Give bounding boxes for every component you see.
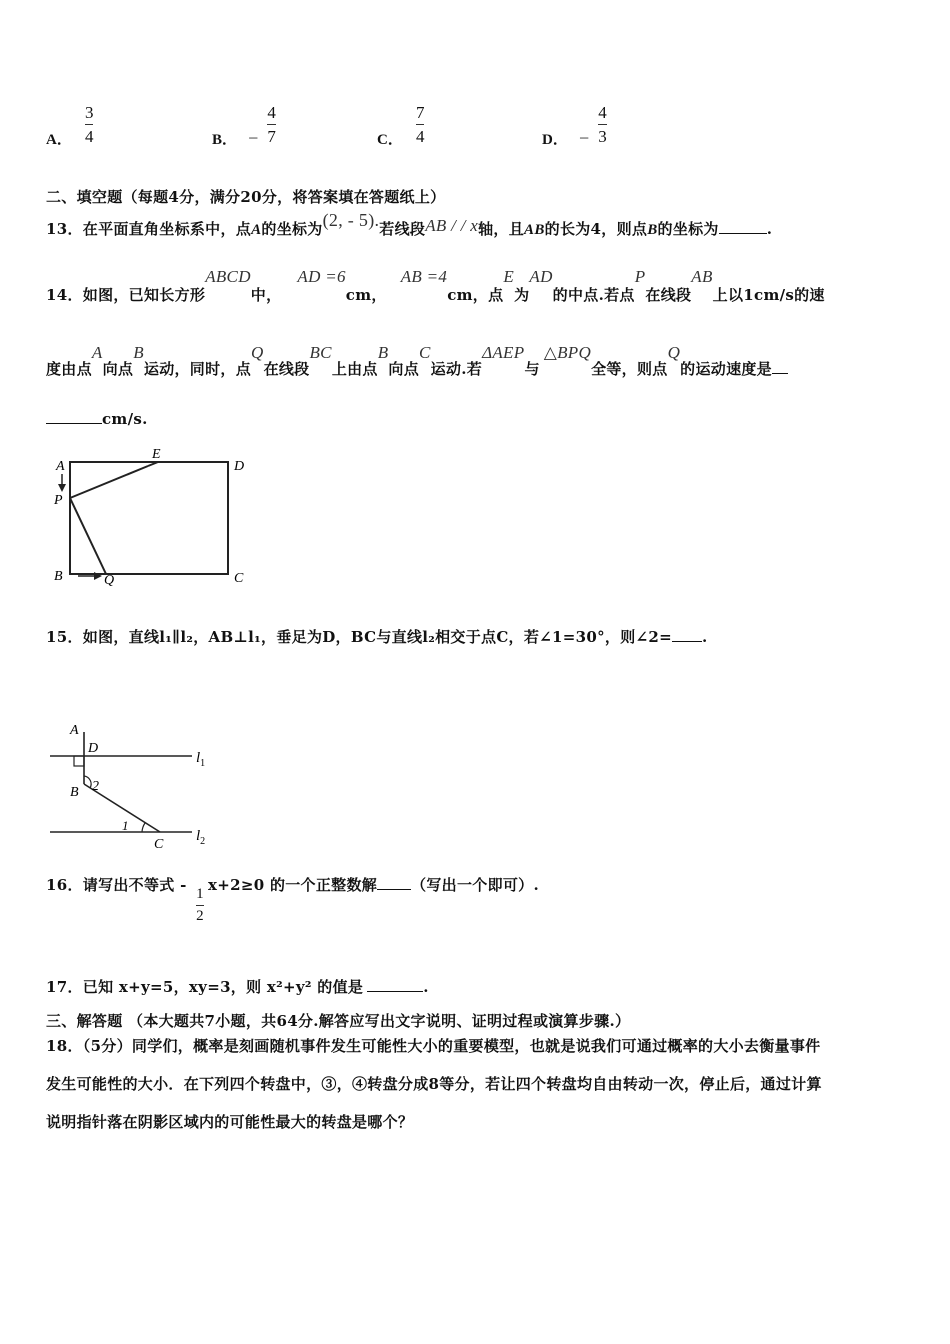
label-p: P bbox=[54, 493, 63, 508]
denominator: 4 bbox=[84, 127, 94, 146]
section-heading-answers: 三、解答题 （本大题共7小题，共64分.解答应写出文字说明、证明过程或演算步骤.） bbox=[46, 1012, 631, 1030]
numerator: 7 bbox=[415, 103, 425, 122]
minus-sign: − bbox=[578, 128, 590, 148]
label-d: D bbox=[234, 459, 245, 474]
label-b: B bbox=[54, 569, 63, 584]
question-14-line-2: 度由点A向点B运动，同时，点Q在线段BC上由点B向点C运动.若ΔAEP与△BPQ全等，则点Q的运动速度是 bbox=[46, 342, 788, 363]
denominator: 7 bbox=[267, 127, 276, 146]
option-letter: C． bbox=[377, 132, 403, 148]
label-b: B bbox=[70, 785, 79, 800]
answer-blank[interactable] bbox=[672, 629, 702, 642]
fraction bbox=[85, 104, 94, 145]
question-14-line-3: cm/s. bbox=[46, 410, 148, 428]
option-d bbox=[542, 102, 607, 148]
option-letter: A． bbox=[46, 132, 72, 148]
label-d: D bbox=[88, 741, 99, 756]
section-heading-fill-blank: 二、填空题（每题4分，满分20分，将答案填在答题纸上） bbox=[46, 188, 446, 206]
option-a bbox=[46, 102, 94, 148]
label-l2: $l_2$ bbox=[196, 828, 206, 847]
label-angle-1: 1 bbox=[122, 818, 129, 833]
question-14-line-1: 14．如图，已知长方形ABCD中，AD =6cm，AB =4cm，点E为AD的中点.若点P在线段AB上以1cm/s的速 bbox=[46, 267, 825, 304]
label-a: A bbox=[70, 723, 79, 738]
denominator: 4 bbox=[415, 127, 425, 146]
answer-blank[interactable] bbox=[719, 221, 767, 234]
question-15: 15．如图，直线l₁∥l₂，AB⊥l₁，垂足为D，BC与直线l₂相交于点C，若∠1=30°，则∠2= . bbox=[46, 628, 708, 646]
fraction bbox=[267, 104, 276, 145]
figure-15-parallel-lines bbox=[46, 718, 226, 858]
question-18-line-1: 18．（5分）同学们，概率是刻画随机事件发生可能性大小的重要模型，也就是说我们可通过概率的大小去衡量事件 bbox=[46, 1037, 821, 1055]
answer-blank[interactable] bbox=[377, 877, 411, 890]
label-e: E bbox=[152, 447, 161, 462]
label-angle-2: 2 bbox=[92, 779, 99, 794]
fraction bbox=[416, 104, 425, 145]
answer-blank[interactable] bbox=[367, 979, 423, 992]
figure-14-rectangle bbox=[48, 442, 258, 590]
answer-blank[interactable] bbox=[46, 411, 102, 424]
right-angle-mark bbox=[74, 756, 84, 766]
option-letter: B． bbox=[212, 132, 238, 148]
coordinate: (2, - 5). bbox=[322, 210, 380, 230]
label-q: Q bbox=[104, 573, 115, 588]
option-c bbox=[377, 102, 425, 148]
label-l1: $l_1$ bbox=[196, 750, 206, 769]
label-c: C bbox=[234, 571, 244, 586]
question-13: 13．在平面直角坐标系中，点A的坐标为(2, - 5).若线段AB / / x轴，且AB的长为4，则点B的坐标为 . bbox=[46, 210, 773, 238]
minus-sign: − bbox=[248, 128, 259, 148]
fraction bbox=[598, 104, 607, 145]
denominator: 3 bbox=[598, 127, 607, 146]
arrow-down-head bbox=[58, 484, 66, 492]
numerator: 3 bbox=[84, 103, 94, 122]
question-18-line-3: 说明指针落在阴影区域内的可能性最大的转盘是哪个？ bbox=[46, 1113, 414, 1131]
label-a: A bbox=[56, 459, 65, 474]
option-letter: D． bbox=[542, 132, 568, 148]
question-16: 16．请写出不等式 - $\frac{1}{2}$ x+2≥0 的一个正整数解 （写出一个即可）. bbox=[46, 876, 539, 924]
fraction-half: $\frac{1}{2}$ bbox=[196, 886, 204, 924]
angle-1-arc bbox=[142, 823, 145, 832]
question-18-line-2: 发生可能性的大小．在下列四个转盘中，③，④转盘分成8等分，若让四个转盘均自由转动一次，停止后，通过计算 bbox=[46, 1075, 822, 1093]
label-c: C bbox=[154, 837, 164, 852]
option-b bbox=[212, 102, 276, 148]
segment-pq bbox=[70, 498, 106, 574]
numerator: 4 bbox=[598, 103, 607, 122]
segment-pe bbox=[70, 466, 148, 498]
answer-blank-start[interactable] bbox=[772, 361, 788, 374]
rectangle-abcd bbox=[70, 462, 228, 574]
question-17: 17．已知 x+y=5，xy=3，则 x²+y² 的值是 . bbox=[46, 978, 429, 996]
numerator: 4 bbox=[267, 103, 276, 122]
